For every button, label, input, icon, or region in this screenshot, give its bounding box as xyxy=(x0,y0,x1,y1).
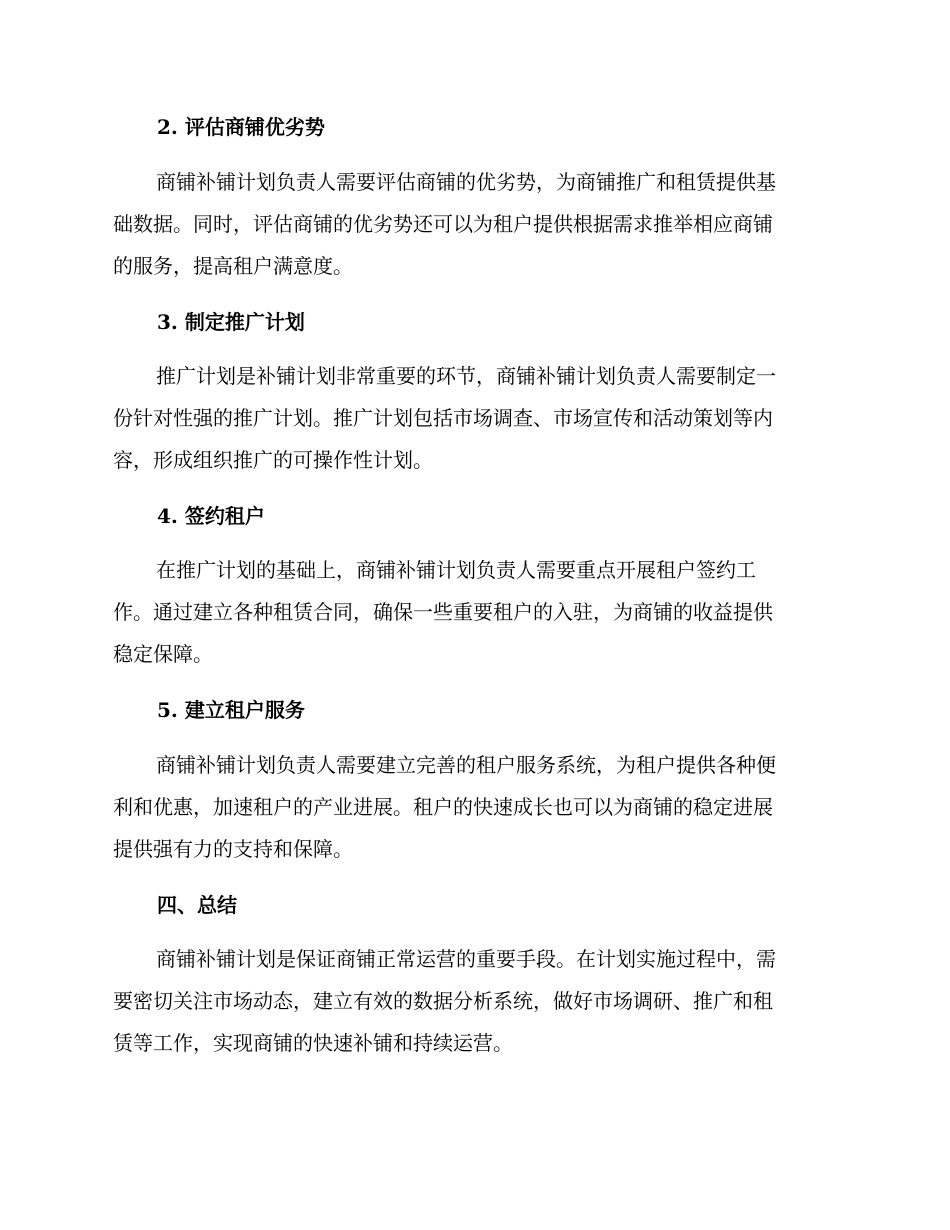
section-heading-summary: 四、总结 xyxy=(157,893,237,917)
section-paragraph-evaluate xyxy=(113,161,833,287)
paragraph-line: 础数据。同时，评估商铺的优劣势还可以为租户提供根据需求推举相应商铺 xyxy=(113,212,773,236)
section-heading-tenant-service: 5. 建立租户服务 xyxy=(157,698,305,722)
paragraph-line: 容，形成组织推广的可操作性计划。 xyxy=(113,448,433,472)
section-paragraph-promotion-plan xyxy=(113,355,833,481)
paragraph-line: 商铺补铺计划负责人需要建立完善的租户服务系统，为租户提供各种便 xyxy=(156,753,776,777)
paragraph-line: 稳定保障。 xyxy=(113,642,213,666)
paragraph-line: 的服务，提高租户满意度。 xyxy=(113,254,353,278)
paragraph-line: 推广计划是补铺计划非常重要的环节，商铺补铺计划负责人需要制定一 xyxy=(156,364,776,388)
section-heading-promotion-plan: 3. 制定推广计划 xyxy=(157,310,305,334)
paragraph-line: 作。通过建立各种租赁合同，确保一些重要租户的入驻，为商铺的收益提供 xyxy=(113,600,773,624)
paragraph-line: 提供强有力的支持和保障。 xyxy=(113,837,353,861)
section-heading-evaluate: 2. 评估商铺优劣势 xyxy=(157,115,325,139)
paragraph-line: 份针对性强的推广计划。推广计划包括市场调查、市场宣传和活动策划等内 xyxy=(113,406,773,430)
section-paragraph-sign-tenants xyxy=(113,549,833,675)
paragraph-line: 商铺补铺计划是保证商铺正常运营的重要手段。在计划实施过程中，需 xyxy=(156,947,776,971)
paragraph-line: 在推广计划的基础上，商铺补铺计划负责人需要重点开展租户签约工 xyxy=(156,558,756,582)
section-paragraph-tenant-service xyxy=(113,744,833,870)
paragraph-line: 赁等工作，实现商铺的快速补铺和持续运营。 xyxy=(113,1031,513,1055)
paragraph-line: 要密切关注市场动态，建立有效的数据分析系统，做好市场调研、推广和租 xyxy=(113,989,773,1013)
paragraph-line: 利和优惠，加速租户的产业进展。租户的快速成长也可以为商铺的稳定进展 xyxy=(113,795,773,819)
paragraph-line: 商铺补铺计划负责人需要评估商铺的优劣势，为商铺推广和租赁提供基 xyxy=(156,170,776,194)
section-heading-sign-tenants: 4. 签约租户 xyxy=(157,504,265,528)
section-paragraph-summary xyxy=(113,938,833,1064)
